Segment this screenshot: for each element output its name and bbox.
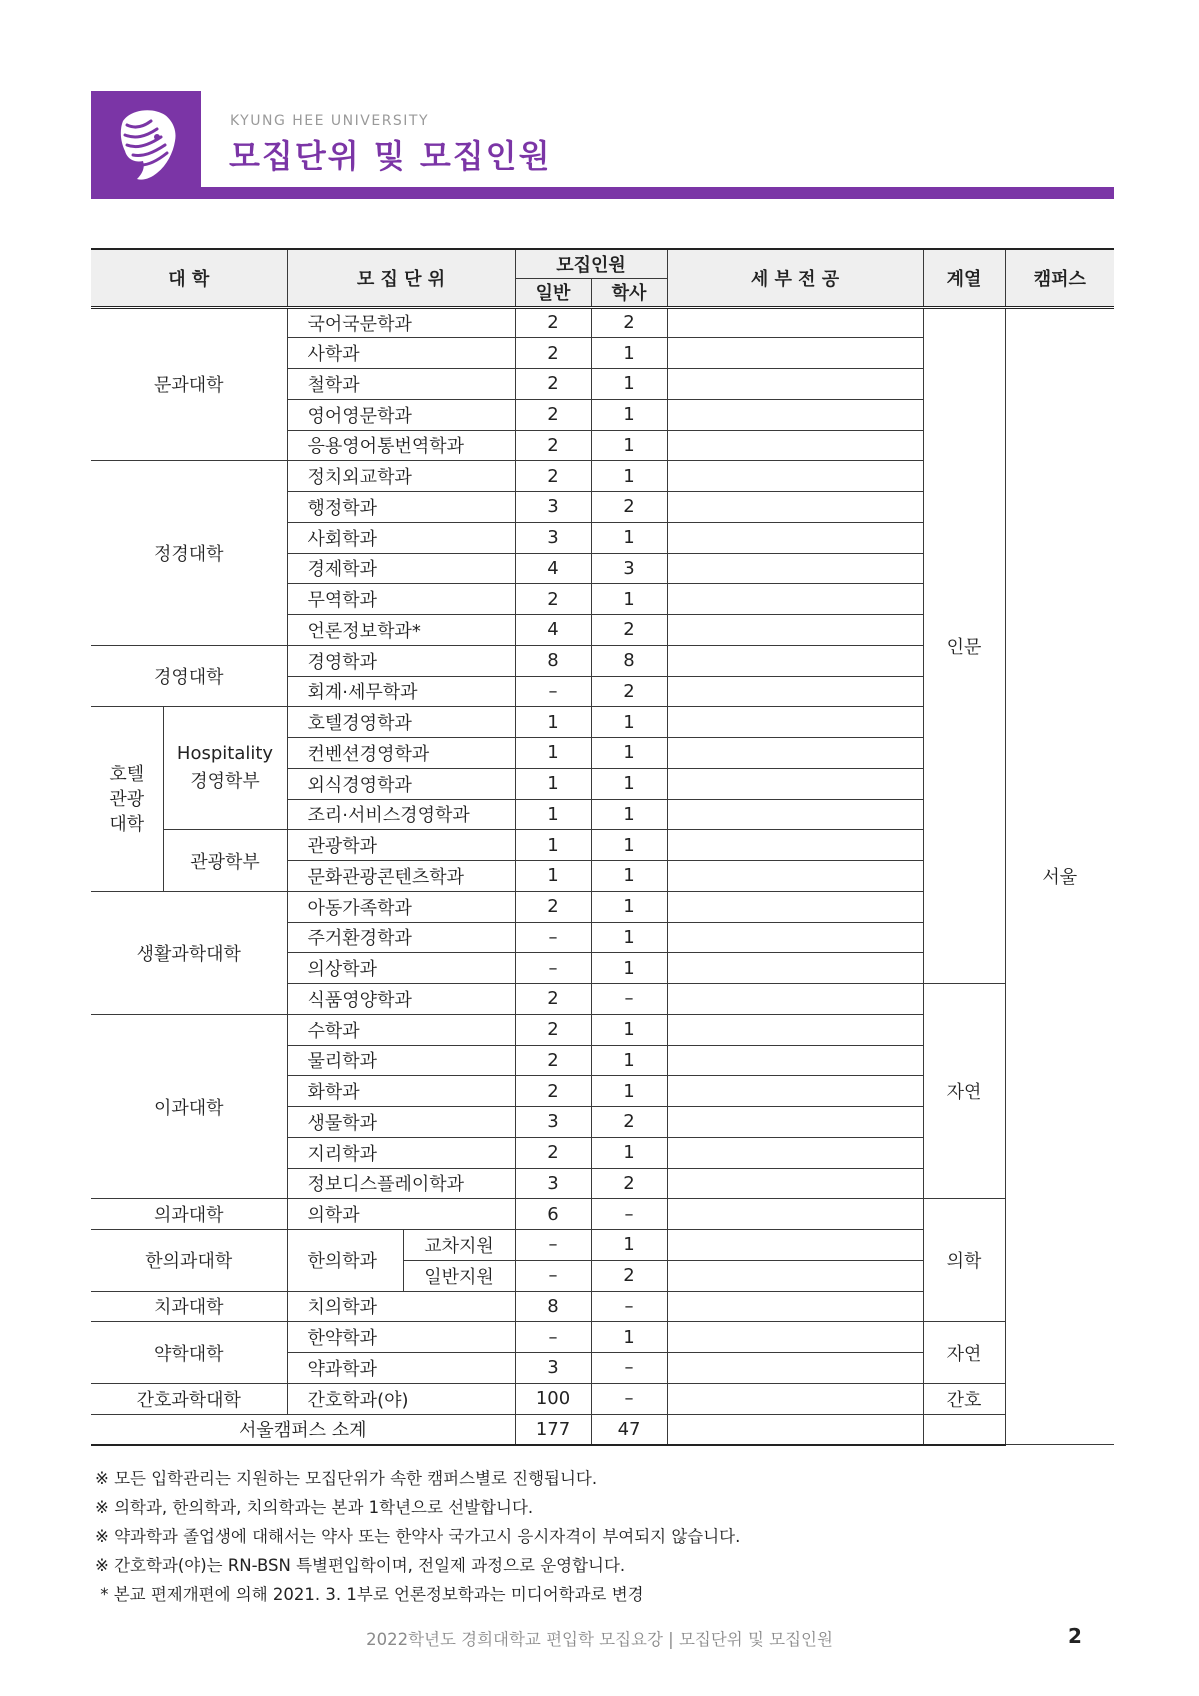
- note-line: ※ 약과학과 졸업생에 대해서는 약사 또는 한약사 국가고시 응시자격이 부여되지 않습니다.: [95, 1527, 741, 1546]
- subunit-cell: 교차지원: [403, 1230, 515, 1261]
- bachelor-cell: 2: [591, 615, 667, 646]
- general-cell: 2: [515, 369, 591, 400]
- field-cell: 간호: [923, 1383, 1005, 1414]
- major-cell: [667, 1383, 923, 1414]
- bachelor-cell: 2: [591, 492, 667, 523]
- division-cell: 관광학부: [163, 830, 287, 892]
- bachelor-cell: 1: [591, 738, 667, 769]
- major-cell: [667, 522, 923, 553]
- unit-cell: 조리·서비스경영학과: [287, 799, 515, 830]
- general-cell: –: [515, 1322, 591, 1353]
- field-cell: 인문: [923, 307, 1005, 984]
- unit-cell: 정보디스플레이학과: [287, 1168, 515, 1199]
- note-line: ※ 모든 입학관리는 지원하는 모집단위가 속한 캠퍼스별로 진행됩니다.: [95, 1469, 598, 1488]
- page-number: 2: [1068, 1624, 1082, 1648]
- major-cell: [667, 768, 923, 799]
- general-cell: –: [515, 922, 591, 953]
- college-cell: 한의과대학: [91, 1230, 287, 1292]
- bachelor-cell: 1: [591, 891, 667, 922]
- major-cell: [667, 891, 923, 922]
- unit-cell: 경제학과: [287, 553, 515, 584]
- general-cell: 1: [515, 768, 591, 799]
- general-cell: 1: [515, 861, 591, 892]
- unit-cell: 사학과: [287, 338, 515, 369]
- general-cell: 2: [515, 1014, 591, 1045]
- major-cell: [667, 1291, 923, 1322]
- general-cell: 2: [515, 430, 591, 461]
- college-cell: 이과대학: [91, 1014, 287, 1199]
- general-cell: 6: [515, 1199, 591, 1230]
- unit-cell: 영어영문학과: [287, 399, 515, 430]
- general-cell: –: [515, 1230, 591, 1261]
- unit-cell: 호텔경영학과: [287, 707, 515, 738]
- bachelor-cell: –: [591, 984, 667, 1015]
- header-bachelor: 학사: [591, 278, 667, 307]
- general-cell: –: [515, 1260, 591, 1291]
- unit-cell: 한의학과: [287, 1230, 403, 1292]
- general-cell: 8: [515, 645, 591, 676]
- major-cell: [667, 1014, 923, 1045]
- major-cell: [667, 984, 923, 1015]
- bachelor-cell: 2: [591, 1260, 667, 1291]
- bachelor-cell: –: [591, 1291, 667, 1322]
- unit-cell: 지리학과: [287, 1137, 515, 1168]
- bachelor-cell: 1: [591, 1076, 667, 1107]
- bachelor-cell: 2: [591, 1107, 667, 1138]
- major-cell: [667, 953, 923, 984]
- header-logo-block: [91, 91, 201, 199]
- college-cell: 문과대학: [91, 307, 287, 461]
- subtotal-general: 177: [515, 1414, 591, 1445]
- footer-text: 2022학년도 경희대학교 편입학 모집요강 | 모집단위 및 모집인원: [366, 1630, 833, 1649]
- quota-table: [91, 248, 1114, 1446]
- general-cell: 3: [515, 1107, 591, 1138]
- major-cell: [667, 1260, 923, 1291]
- bachelor-cell: 1: [591, 430, 667, 461]
- division-cell: Hospitality 경영학부: [163, 707, 287, 830]
- college-cell: 치과대학: [91, 1291, 287, 1322]
- general-cell: –: [515, 953, 591, 984]
- major-cell: [667, 1322, 923, 1353]
- major-cell: [667, 461, 923, 492]
- college-cell: 약학대학: [91, 1322, 287, 1384]
- unit-cell: 주거환경학과: [287, 922, 515, 953]
- major-cell: [667, 553, 923, 584]
- unit-cell: 컨벤션경영학과: [287, 738, 515, 769]
- unit-cell: 철학과: [287, 369, 515, 400]
- bachelor-cell: 1: [591, 953, 667, 984]
- bachelor-cell: 1: [591, 461, 667, 492]
- bachelor-cell: –: [591, 1199, 667, 1230]
- major-cell: [667, 1045, 923, 1076]
- unit-cell: 응용영어통번역학과: [287, 430, 515, 461]
- field-cell: 의학: [923, 1199, 1005, 1322]
- bachelor-cell: 1: [591, 399, 667, 430]
- college-cell: 경영대학: [91, 645, 287, 707]
- major-cell: [667, 584, 923, 615]
- major-cell: [667, 1107, 923, 1138]
- unit-cell: 국어국문학과: [287, 307, 515, 338]
- major-cell: [667, 338, 923, 369]
- unit-cell: 경영학과: [287, 645, 515, 676]
- field-cell: [923, 1414, 1005, 1445]
- subtotal-label: 서울캠퍼스 소계: [91, 1414, 515, 1445]
- college-cell: 간호과학대학: [91, 1383, 287, 1414]
- major-cell: [667, 430, 923, 461]
- general-cell: 2: [515, 584, 591, 615]
- notes: [95, 1464, 740, 1609]
- bachelor-cell: 3: [591, 553, 667, 584]
- header-quota: 모집인원: [515, 249, 667, 278]
- bachelor-cell: 1: [591, 1230, 667, 1261]
- major-cell: [667, 369, 923, 400]
- bachelor-cell: 1: [591, 707, 667, 738]
- general-cell: 4: [515, 553, 591, 584]
- unit-cell: 치의학과: [287, 1291, 515, 1322]
- field-cell: 자연: [923, 1322, 1005, 1384]
- unit-cell: 의상학과: [287, 953, 515, 984]
- bachelor-cell: 1: [591, 584, 667, 615]
- major-cell: [667, 1353, 923, 1384]
- bachelor-cell: 1: [591, 1322, 667, 1353]
- general-cell: 3: [515, 492, 591, 523]
- major-cell: [667, 399, 923, 430]
- general-cell: 1: [515, 799, 591, 830]
- general-cell: 2: [515, 984, 591, 1015]
- bachelor-cell: 1: [591, 1137, 667, 1168]
- major-cell: [667, 1076, 923, 1107]
- unit-cell: 식품영양학과: [287, 984, 515, 1015]
- campus-cell: 서울: [1005, 307, 1114, 1445]
- general-cell: 2: [515, 1076, 591, 1107]
- subtotal-bachelor: 47: [591, 1414, 667, 1445]
- major-cell: [667, 1414, 923, 1445]
- major-cell: [667, 799, 923, 830]
- general-cell: 2: [515, 461, 591, 492]
- bachelor-cell: 2: [591, 676, 667, 707]
- bachelor-cell: 1: [591, 799, 667, 830]
- college-cell: 호텔 관광 대학: [91, 707, 163, 892]
- major-cell: [667, 922, 923, 953]
- unit-cell: 언론정보학과*: [287, 615, 515, 646]
- general-cell: 3: [515, 522, 591, 553]
- bachelor-cell: 8: [591, 645, 667, 676]
- subunit-cell: 일반지원: [403, 1260, 515, 1291]
- unit-cell: 생물학과: [287, 1107, 515, 1138]
- major-cell: [667, 738, 923, 769]
- major-cell: [667, 1230, 923, 1261]
- general-cell: 1: [515, 738, 591, 769]
- major-cell: [667, 676, 923, 707]
- major-cell: [667, 645, 923, 676]
- general-cell: 2: [515, 307, 591, 338]
- major-cell: [667, 1168, 923, 1199]
- general-cell: –: [515, 676, 591, 707]
- bachelor-cell: –: [591, 1383, 667, 1414]
- unit-cell: 간호학과(야): [287, 1383, 515, 1414]
- unit-cell: 한약학과: [287, 1322, 515, 1353]
- field-cell: 자연: [923, 984, 1005, 1199]
- general-cell: 100: [515, 1383, 591, 1414]
- header-campus: 캠퍼스: [1005, 249, 1114, 307]
- unit-cell: 관광학과: [287, 830, 515, 861]
- unit-cell: 외식경영학과: [287, 768, 515, 799]
- bachelor-cell: 1: [591, 922, 667, 953]
- general-cell: 3: [515, 1168, 591, 1199]
- unit-cell: 의학과: [287, 1199, 515, 1230]
- unit-cell: 회계·세무학과: [287, 676, 515, 707]
- general-cell: 1: [515, 707, 591, 738]
- unit-cell: 아동가족학과: [287, 891, 515, 922]
- general-cell: 2: [515, 1137, 591, 1168]
- header-college: 대 학: [91, 249, 287, 307]
- header-general: 일반: [515, 278, 591, 307]
- note-line: * 본교 편제개편에 의해 2021. 3. 1부로 언론정보학과는 미디어학과로 변경: [95, 1585, 644, 1604]
- bachelor-cell: 1: [591, 338, 667, 369]
- bachelor-cell: 2: [591, 1168, 667, 1199]
- bachelor-cell: 2: [591, 307, 667, 338]
- unit-cell: 문화관광콘텐츠학과: [287, 861, 515, 892]
- major-cell: [667, 307, 923, 338]
- bachelor-cell: 1: [591, 1045, 667, 1076]
- bachelor-cell: 1: [591, 369, 667, 400]
- page-title: 모집단위 및 모집인원: [229, 137, 552, 175]
- unit-cell: 사회학과: [287, 522, 515, 553]
- bachelor-cell: 1: [591, 861, 667, 892]
- general-cell: 8: [515, 1291, 591, 1322]
- bachelor-cell: 1: [591, 522, 667, 553]
- general-cell: 1: [515, 830, 591, 861]
- note-line: ※ 간호학과(야)는 RN-BSN 특별편입학이며, 전일제 과정으로 운영합니다.: [95, 1556, 626, 1575]
- major-cell: [667, 1199, 923, 1230]
- header-underline: [201, 187, 1114, 199]
- major-cell: [667, 1137, 923, 1168]
- general-cell: 2: [515, 399, 591, 430]
- general-cell: 2: [515, 891, 591, 922]
- general-cell: 3: [515, 1353, 591, 1384]
- major-cell: [667, 707, 923, 738]
- major-cell: [667, 830, 923, 861]
- general-cell: 2: [515, 1045, 591, 1076]
- unit-cell: 화학과: [287, 1076, 515, 1107]
- unit-cell: 물리학과: [287, 1045, 515, 1076]
- college-cell: 정경대학: [91, 461, 287, 646]
- note-line: ※ 의학과, 한의학과, 치의학과는 본과 1학년으로 선발합니다.: [95, 1498, 534, 1517]
- lion-logo-icon: [113, 107, 179, 183]
- major-cell: [667, 492, 923, 523]
- college-cell: 생활과학대학: [91, 891, 287, 1014]
- header-major: 세 부 전 공: [667, 249, 923, 307]
- unit-cell: 정치외교학과: [287, 461, 515, 492]
- bachelor-cell: 1: [591, 1014, 667, 1045]
- bachelor-cell: –: [591, 1353, 667, 1384]
- header-unit: 모 집 단 위: [287, 249, 515, 307]
- general-cell: 4: [515, 615, 591, 646]
- unit-cell: 무역학과: [287, 584, 515, 615]
- major-cell: [667, 615, 923, 646]
- unit-cell: 행정학과: [287, 492, 515, 523]
- general-cell: 2: [515, 338, 591, 369]
- unit-cell: 약과학과: [287, 1353, 515, 1384]
- college-cell: 의과대학: [91, 1199, 287, 1230]
- unit-cell: 수학과: [287, 1014, 515, 1045]
- major-cell: [667, 861, 923, 892]
- header-field: 계열: [923, 249, 1005, 307]
- bachelor-cell: 1: [591, 768, 667, 799]
- bachelor-cell: 1: [591, 830, 667, 861]
- header-subtitle: KYUNG HEE UNIVERSITY: [230, 113, 430, 129]
